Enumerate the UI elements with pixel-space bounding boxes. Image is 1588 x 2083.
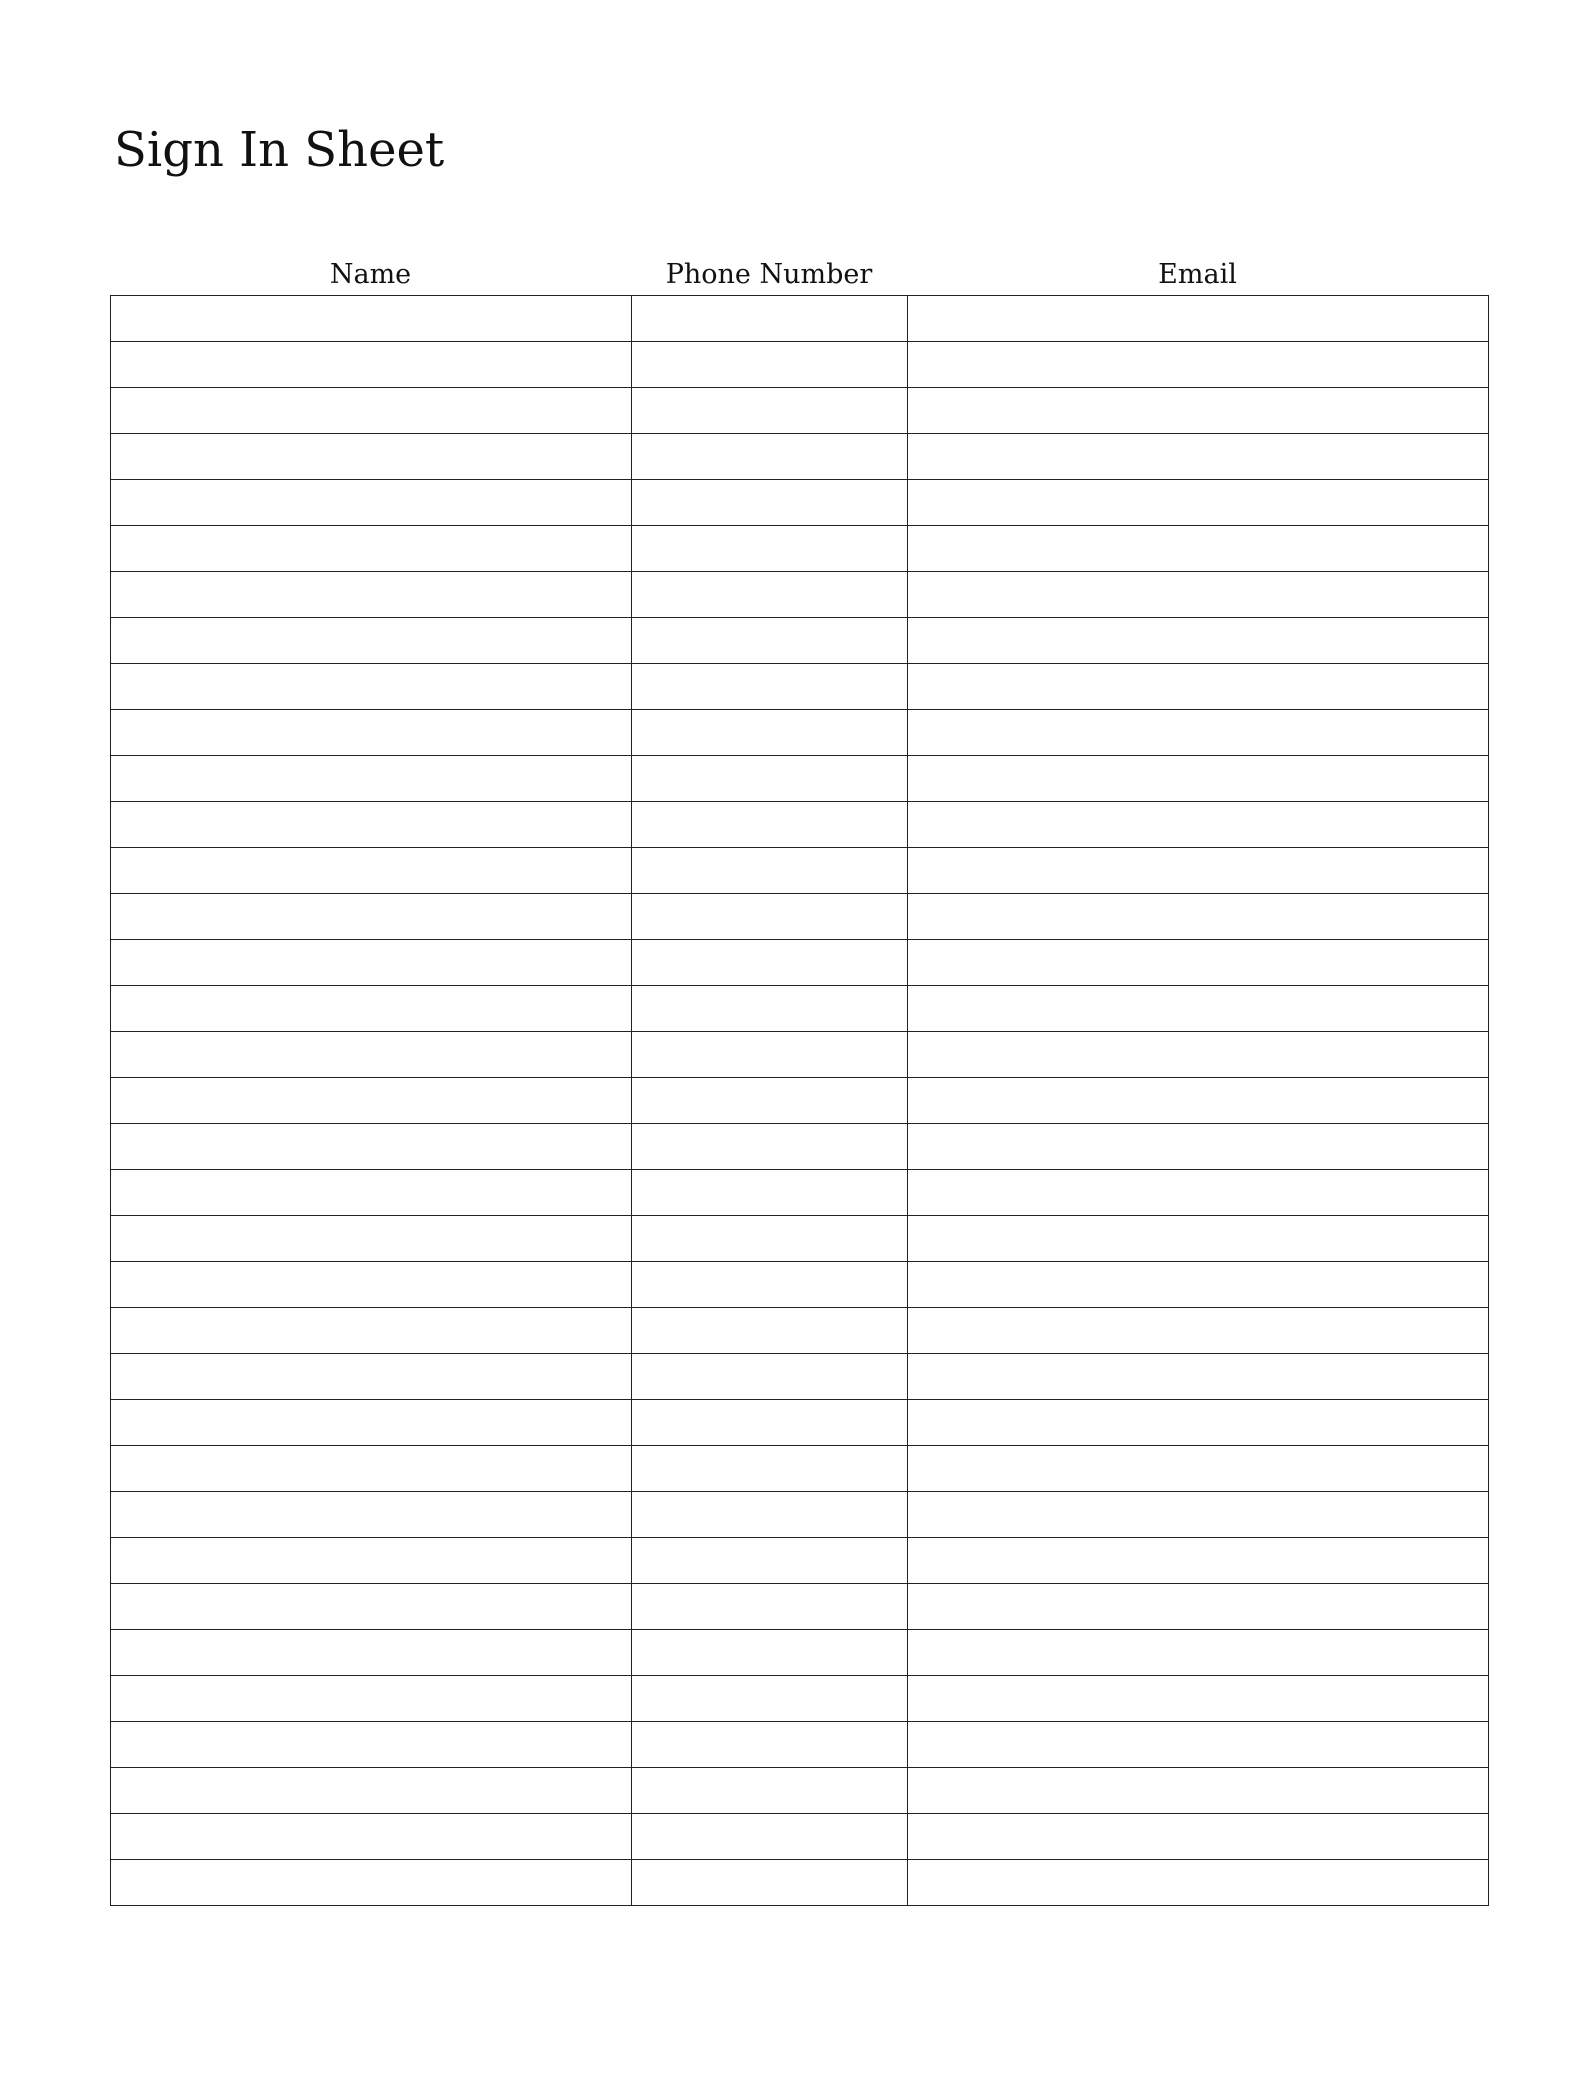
phone-number-cell [632,1308,908,1354]
name-cell [111,802,632,848]
table-row [111,1860,1489,1906]
email-cell [908,480,1489,526]
name-cell [111,1860,632,1906]
email-cell [908,1538,1489,1584]
email-cell [908,434,1489,480]
table-row [111,1216,1489,1262]
table-row [111,526,1489,572]
email-cell [908,802,1489,848]
name-cell [111,296,632,342]
phone-number-cell [632,986,908,1032]
column-header-phone-number: Phone Number [665,259,873,290]
email-cell [908,1492,1489,1538]
phone-number-cell [632,940,908,986]
email-cell [908,1446,1489,1492]
name-cell [111,1676,632,1722]
email-cell [908,618,1489,664]
phone-number-cell [632,1354,908,1400]
email-cell [908,296,1489,342]
name-cell [111,1124,632,1170]
phone-number-cell [632,1078,908,1124]
table-row [111,940,1489,986]
email-cell [908,664,1489,710]
phone-number-cell [632,480,908,526]
name-cell [111,756,632,802]
phone-number-cell [632,1860,908,1906]
name-cell [111,710,632,756]
email-cell [908,1814,1489,1860]
email-cell [908,526,1489,572]
table-row [111,434,1489,480]
table-row [111,1446,1489,1492]
email-cell [908,1124,1489,1170]
phone-number-cell [632,1814,908,1860]
phone-number-cell [632,1538,908,1584]
table-row [111,848,1489,894]
name-cell [111,1262,632,1308]
phone-number-cell [632,296,908,342]
table-row [111,1768,1489,1814]
sign-in-table [110,295,1489,1906]
phone-number-cell [632,1676,908,1722]
name-cell [111,1768,632,1814]
email-cell [908,388,1489,434]
name-cell [111,1630,632,1676]
name-cell [111,434,632,480]
phone-number-cell [632,1722,908,1768]
table-row [111,894,1489,940]
name-cell [111,1538,632,1584]
table-row [111,1354,1489,1400]
table-row [111,1262,1489,1308]
phone-number-cell [632,1170,908,1216]
table-row [111,296,1489,342]
phone-number-cell [632,1400,908,1446]
table-row [111,388,1489,434]
name-cell [111,572,632,618]
name-cell [111,1354,632,1400]
table-row [111,710,1489,756]
phone-number-cell [632,342,908,388]
phone-number-cell [632,1216,908,1262]
phone-number-cell [632,710,908,756]
table-row [111,664,1489,710]
name-cell [111,664,632,710]
name-cell [111,1814,632,1860]
email-cell [908,1354,1489,1400]
name-cell [111,986,632,1032]
table-row [111,1400,1489,1446]
phone-number-cell [632,1446,908,1492]
phone-number-cell [632,1584,908,1630]
name-cell [111,526,632,572]
email-cell [908,1262,1489,1308]
name-cell [111,1400,632,1446]
name-cell [111,1308,632,1354]
email-cell [908,986,1489,1032]
sign-in-table-body [111,296,1489,1906]
email-cell [908,1170,1489,1216]
email-cell [908,756,1489,802]
phone-number-cell [632,802,908,848]
email-cell [908,1676,1489,1722]
email-cell [908,1860,1489,1906]
email-cell [908,1032,1489,1078]
email-cell [908,342,1489,388]
page-title: Sign In Sheet [114,122,445,178]
table-row [111,802,1489,848]
name-cell [111,1584,632,1630]
email-cell [908,1630,1489,1676]
table-row [111,756,1489,802]
table-row [111,1630,1489,1676]
table-row [111,1032,1489,1078]
email-cell [908,940,1489,986]
table-row [111,986,1489,1032]
phone-number-cell [632,526,908,572]
table-row [111,342,1489,388]
name-cell [111,1078,632,1124]
table-row [111,1492,1489,1538]
phone-number-cell [632,1492,908,1538]
email-cell [908,572,1489,618]
phone-number-cell [632,664,908,710]
table-row [111,1584,1489,1630]
name-cell [111,1722,632,1768]
name-cell [111,1170,632,1216]
name-cell [111,940,632,986]
phone-number-cell [632,1630,908,1676]
phone-number-cell [632,848,908,894]
phone-number-cell [632,572,908,618]
phone-number-cell [632,388,908,434]
name-cell [111,388,632,434]
email-cell [908,1768,1489,1814]
phone-number-cell [632,1768,908,1814]
email-cell [908,894,1489,940]
name-cell [111,480,632,526]
phone-number-cell [632,618,908,664]
email-cell [908,1308,1489,1354]
table-row [111,480,1489,526]
name-cell [111,618,632,664]
name-cell [111,848,632,894]
name-cell [111,1032,632,1078]
email-cell [908,848,1489,894]
table-row [111,1078,1489,1124]
table-row [111,1170,1489,1216]
table-row [111,1308,1489,1354]
table-row [111,1124,1489,1170]
table-header [110,258,1488,292]
column-header-name: Name [329,259,412,290]
email-cell [908,1584,1489,1630]
column-header-email: Email [1158,259,1237,290]
table-row [111,1538,1489,1584]
email-cell [908,1078,1489,1124]
phone-number-cell [632,1032,908,1078]
email-cell [908,1400,1489,1446]
phone-number-cell [632,1262,908,1308]
email-cell [908,1722,1489,1768]
name-cell [111,1492,632,1538]
table-row [111,1814,1489,1860]
email-cell [908,710,1489,756]
name-cell [111,894,632,940]
phone-number-cell [632,756,908,802]
table-row [111,572,1489,618]
phone-number-cell [632,894,908,940]
table-row [111,1722,1489,1768]
phone-number-cell [632,1124,908,1170]
table-row [111,1676,1489,1722]
phone-number-cell [632,434,908,480]
name-cell [111,342,632,388]
email-cell [908,1216,1489,1262]
table-row [111,618,1489,664]
name-cell [111,1446,632,1492]
name-cell [111,1216,632,1262]
